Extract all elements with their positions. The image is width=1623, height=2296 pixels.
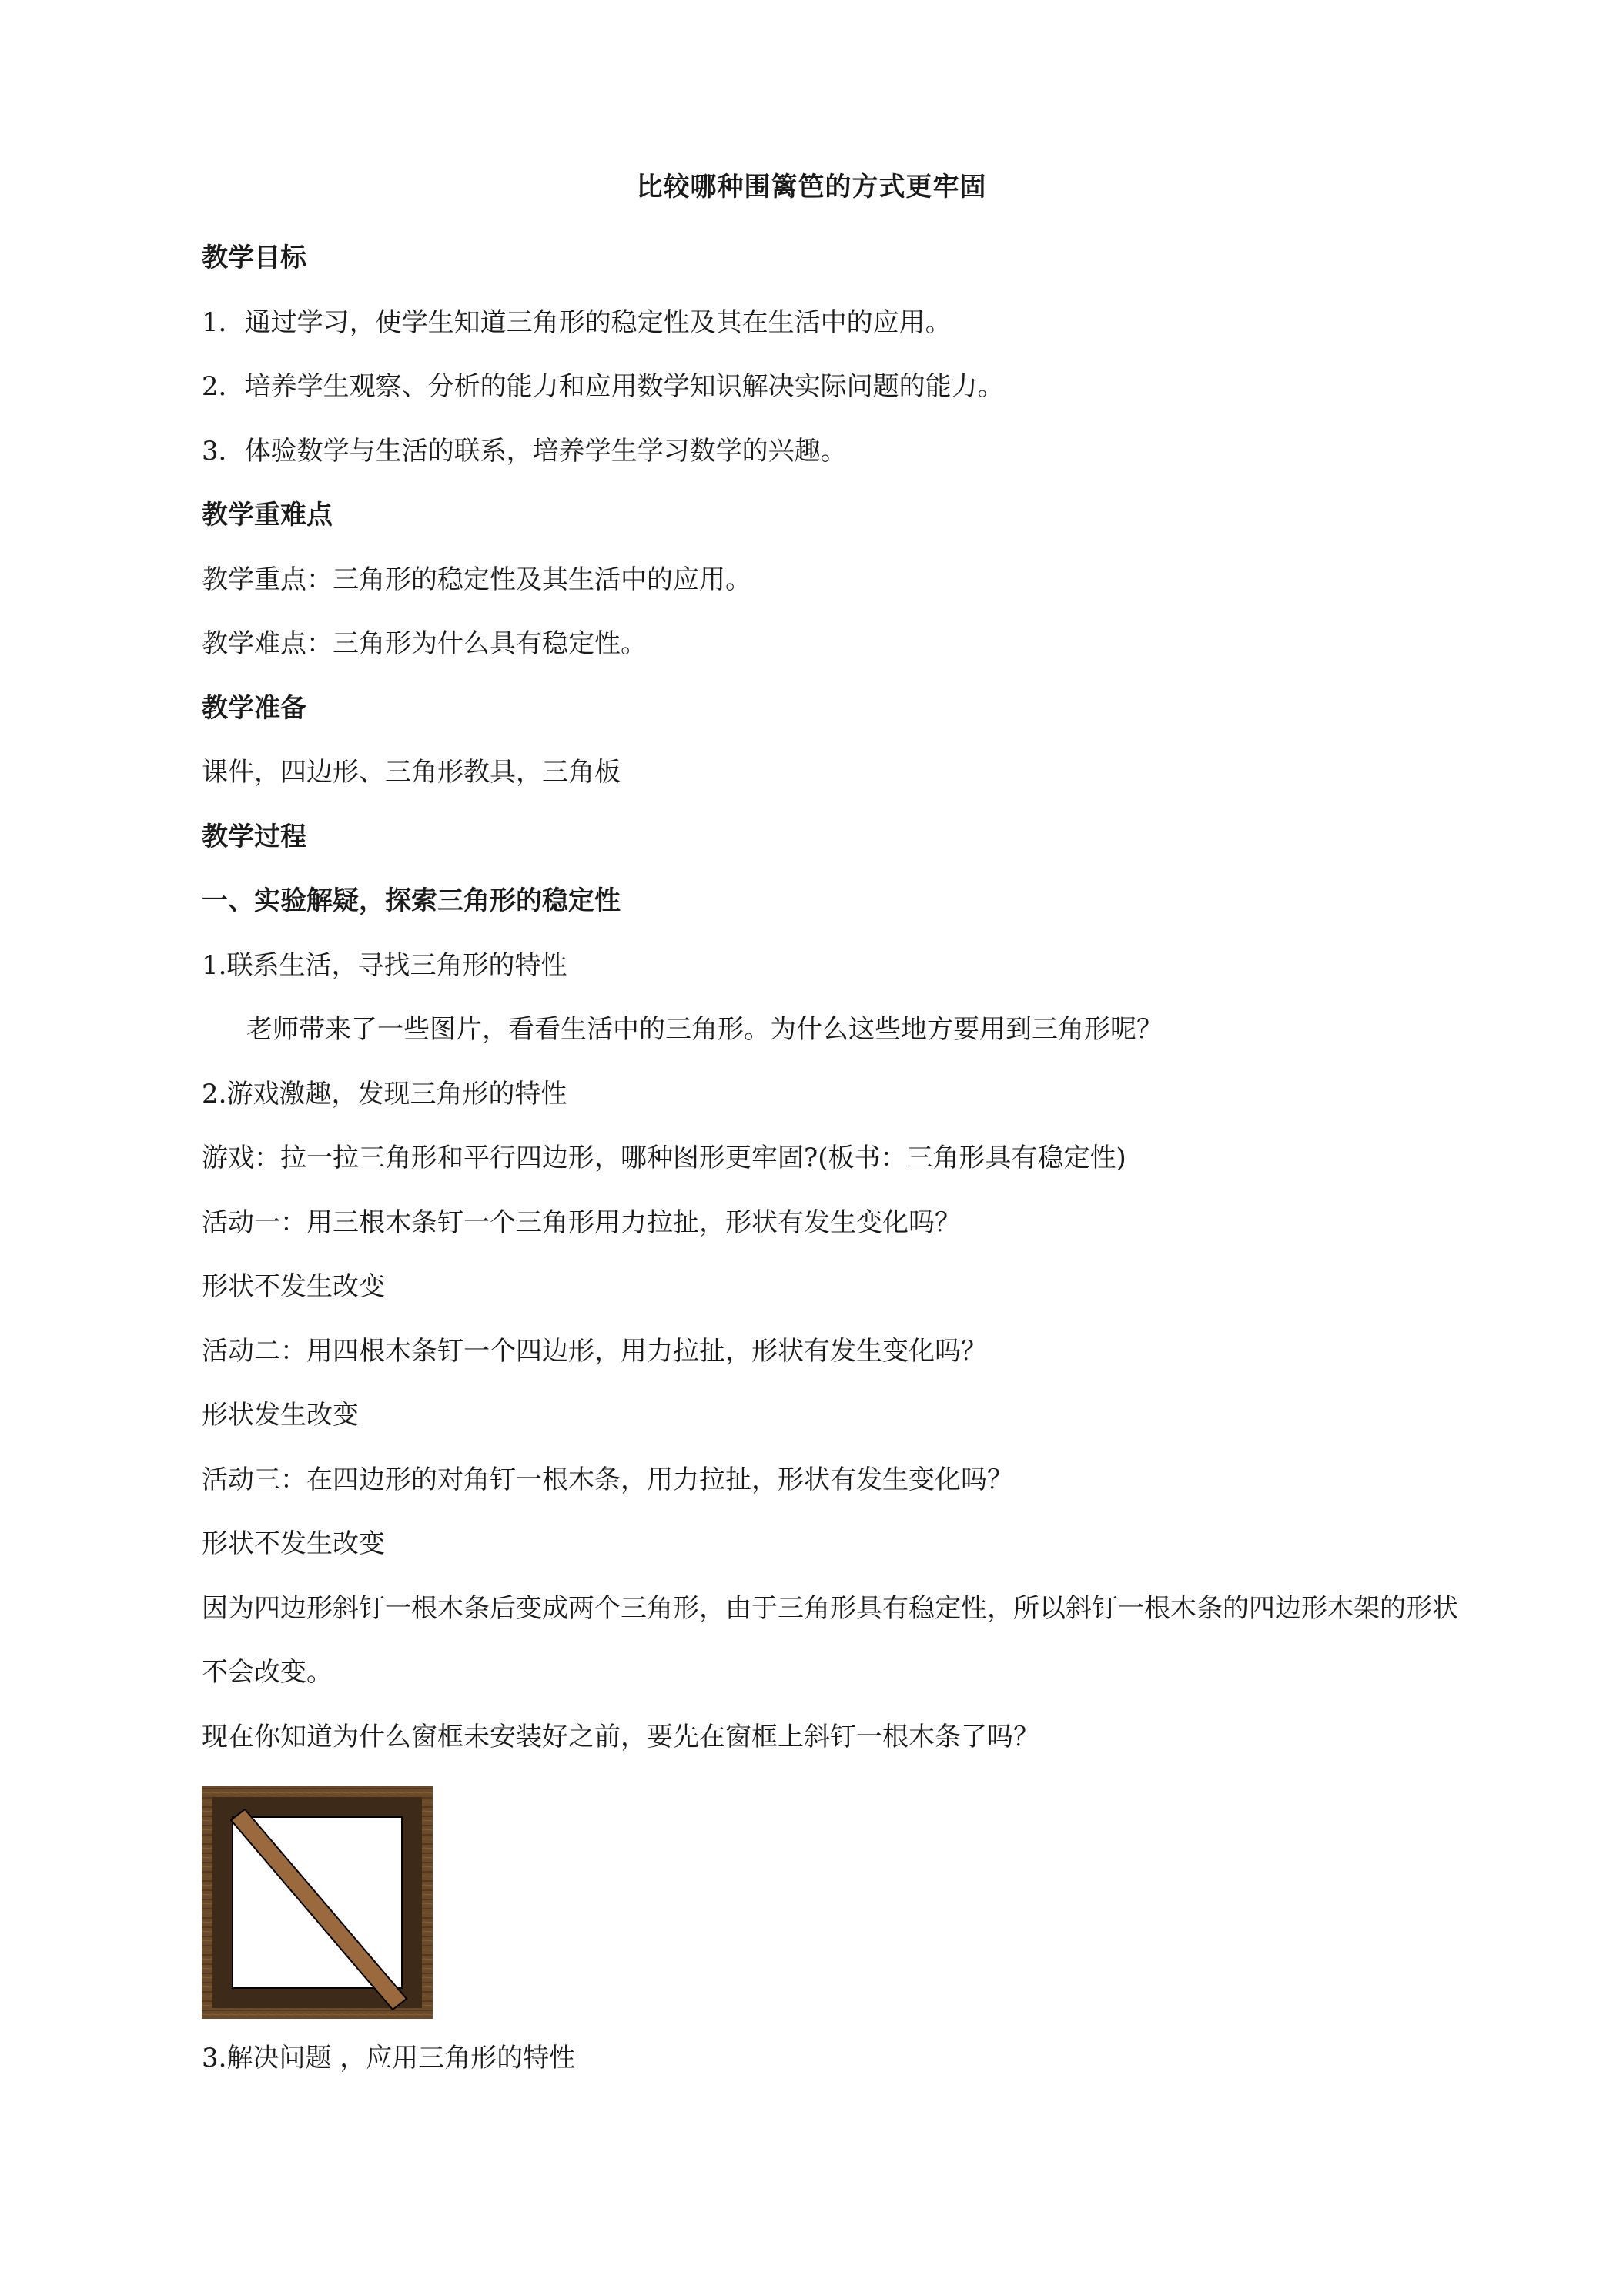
step-2-title: 2.游戏激趣，发现三角形的特性: [202, 1078, 567, 1110]
answer-3: 形状不发生改变: [202, 1528, 385, 1559]
document-title: 比较哪种围篱笆的方式更牢固: [636, 172, 987, 202]
window-question: 现在你知道为什么窗框未安装好之前，要先在窗框上斜钉一根木条了吗？: [202, 1721, 1039, 1752]
activity-3: 活动三：在四边形的对角钉一根木条，用力拉扯，形状有发生变化吗？: [202, 1464, 1013, 1495]
preparation-heading: 教学准备: [202, 692, 306, 724]
key-focus: 教学重点：三角形的稳定性及其生活中的应用。: [202, 564, 751, 595]
answer-2: 形状发生改变: [202, 1400, 359, 1431]
step-3-title: 3.解决问题 ，应用三角形的特性: [202, 2043, 576, 2073]
activity-1: 活动一：用三根木条钉一个三角形用力拉扯，形状有发生变化吗？: [202, 1207, 961, 1238]
objective-item-1: 1．通过学习，使学生知道三角形的稳定性及其在生活中的应用。: [202, 306, 952, 338]
keypoints-heading: 教学重难点: [202, 500, 333, 530]
game-text: 游戏：拉一拉三角形和平行四边形，哪种图形更牢固?(板书：三角形具有稳定性): [202, 1143, 1126, 1173]
window-frame-figure: [202, 1786, 433, 2019]
answer-1: 形状不发生改变: [202, 1271, 385, 1302]
objective-item-2: 2．培养学生观察、分析的能力和应用数学知识解决实际问题的能力。: [202, 371, 1004, 402]
document-body: [202, 226, 1480, 2091]
step-1-text: 老师带来了一些图片，看看生活中的三角形。为什么这些地方要用到三角形呢？: [246, 1014, 1163, 1045]
section-1-heading: 一、实验解疑，探索三角形的稳定性: [202, 885, 621, 916]
objective-item-3: 3．体验数学与生活的联系，培养学生学习数学的兴趣。: [202, 435, 847, 467]
preparation-text: 课件，四边形、三角形教具，三角板: [202, 757, 621, 788]
activity-2: 活动二：用四根木条钉一个四边形，用力拉扯，形状有发生变化吗？: [202, 1335, 987, 1367]
objectives-heading: 教学目标: [202, 243, 306, 273]
key-difficulty: 教学难点：三角形为什么具有稳定性。: [202, 628, 647, 659]
window-frame-illustration: [202, 1786, 433, 2019]
explanation-text: 因为四边形斜钉一根木条后变成两个三角形，由于三角形具有稳定性，所以斜钉一根木条的四边形木架的形状不会改变。: [202, 1592, 1458, 1688]
step-1-title: 1.联系生活，寻找三角形的特性: [202, 949, 567, 981]
process-heading: 教学过程: [202, 821, 306, 852]
